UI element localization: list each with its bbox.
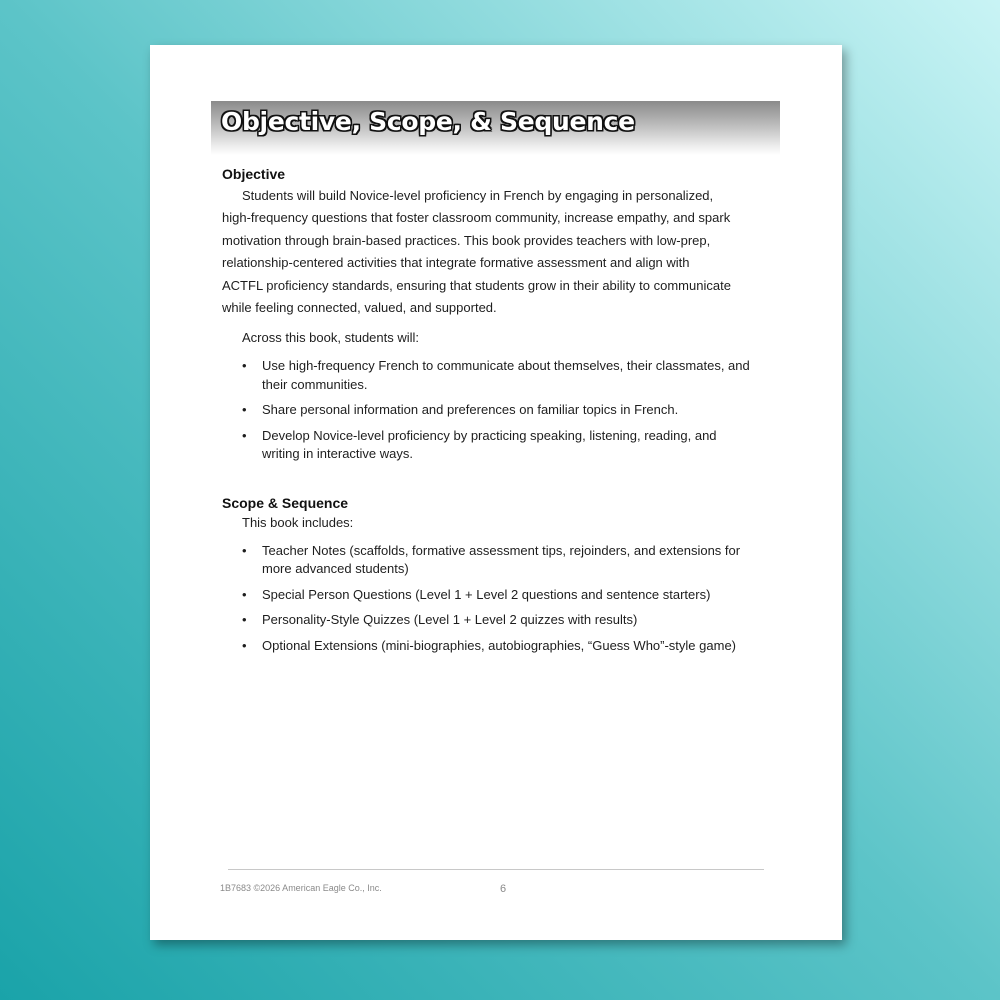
- page-content: [222, 165, 774, 662]
- bullet-text: more advanced students): [262, 561, 409, 577]
- list-item: [242, 637, 774, 656]
- objective-line: while feeling connected, valued, and supported.: [222, 300, 497, 316]
- scope-intro: This book includes:: [242, 514, 354, 530]
- bullet-text: Use high-frequency French to communicate about themselves, their classmates, and: [262, 358, 750, 374]
- list-item: [242, 401, 774, 420]
- bullet-text: Personality-Style Quizzes (Level 1 + Level 2 quizzes with results): [262, 612, 638, 628]
- scope-bullet-list: [222, 542, 774, 656]
- bullet-icon: •: [242, 542, 247, 558]
- objective-line: relationship-centered activities that integrate formative assessment and align with: [222, 255, 690, 271]
- objective-line: motivation through brain-based practices. This book provides teachers with low-prep,: [222, 232, 711, 248]
- bullet-icon: •: [242, 402, 247, 418]
- bullet-icon: •: [242, 358, 247, 374]
- list-item: [242, 542, 774, 579]
- bullet-icon: •: [242, 427, 247, 443]
- bullet-text: Develop Novice-level proficiency by practicing speaking, listening, reading, and: [262, 427, 717, 443]
- objective-intro: Across this book, students will:: [242, 330, 420, 346]
- objective-paragraph: [222, 185, 774, 319]
- bullet-text: their communities.: [262, 376, 368, 392]
- bullet-icon: •: [242, 612, 247, 628]
- bullet-text: Special Person Questions (Level 1 + Level 2 questions and sentence starters): [262, 586, 711, 602]
- list-item: [242, 586, 774, 605]
- bullet-text: Share personal information and preferences on familiar topics in French.: [262, 402, 679, 418]
- objective-heading: Objective: [222, 166, 286, 182]
- page-title: Objective, Scope, & Sequence: [221, 107, 635, 136]
- objective-line: high-frequency questions that foster classroom community, increase empathy, and spark: [222, 210, 731, 226]
- bullet-icon: •: [242, 586, 247, 602]
- objective-line: ACTFL proficiency standards, ensuring that students grow in their ability to communicate: [222, 277, 731, 293]
- scope-heading: Scope & Sequence: [222, 494, 349, 511]
- page-number: 6: [500, 883, 507, 895]
- list-item: [242, 357, 774, 394]
- objective-bullet-list: [222, 357, 774, 464]
- bullet-text: writing in interactive ways.: [262, 446, 413, 462]
- footer-copyright: 1B7683 ©2026 American Eagle Co., Inc.: [220, 883, 382, 893]
- document-page: [150, 45, 842, 940]
- footer-divider: [228, 869, 764, 870]
- title-banner: [211, 101, 780, 155]
- bullet-text: Optional Extensions (mini-biographies, autobiographies, “Guess Who”-style game): [262, 637, 736, 653]
- list-item: [242, 611, 774, 630]
- objective-section: [222, 165, 774, 464]
- list-item: [242, 427, 774, 464]
- bullet-icon: •: [242, 637, 247, 653]
- bullet-text: Teacher Notes (scaffolds, formative assessment tips, rejoinders, and extensions for: [262, 542, 741, 558]
- scope-section: [222, 494, 774, 656]
- objective-line: Students will build Novice-level proficiency in French by engaging in personalized,: [242, 188, 714, 203]
